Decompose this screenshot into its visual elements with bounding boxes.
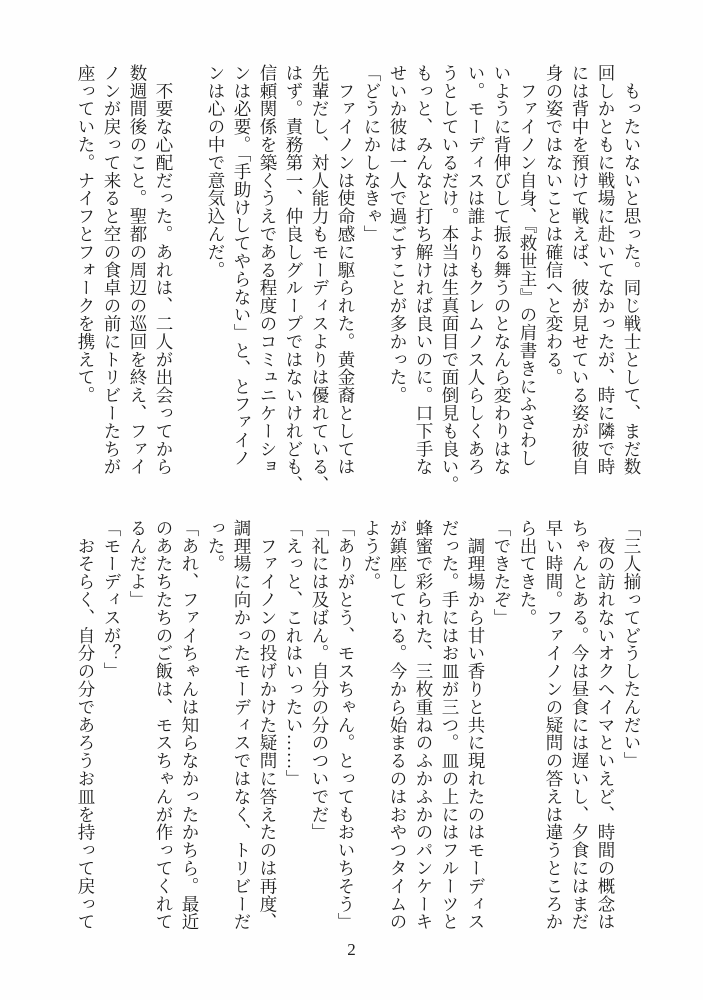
text-line: だった。手にはお皿が三つ。皿の上にはフルーツと — [440, 519, 460, 931]
text-line: 回しかともに戦場に赴いてなかったが、時に隣で時 — [596, 64, 616, 476]
text-line: 調理場から甘い香りと共に現れたのはモーディス — [466, 519, 486, 931]
text-line: ら出てきた。 — [518, 519, 538, 627]
text-line: 蜂蜜で彩られた、三枚重ねのふかふかのパンケーキ — [414, 519, 434, 931]
text-line: 「モーディスが？」 — [102, 519, 122, 681]
text-line: 座っていた。ナイフとフォークを携えて。 — [76, 64, 96, 405]
text-line: 不要な心配だった。あれは、二人が出会ってから — [154, 64, 174, 476]
text-line: もったいないと思った。同じ戦士として、まだ数 — [622, 64, 642, 476]
text-line: せいか彼は一人で過ごすことが多かった。 — [388, 64, 408, 405]
text-line: い。モーディスは誰よりもクレムノス人らしくあろ — [466, 64, 486, 476]
text-line: るんだよ」 — [128, 519, 148, 609]
text-line: った。 — [206, 519, 226, 573]
text-line: 調理場に向かったモーディスではなく、トリビーだ — [232, 519, 252, 931]
text-line: 数週間後のこと。聖都の周辺の巡回を終え、ファイ — [128, 64, 148, 476]
text-line: 身の姿ではないことは確信へと変わる。 — [544, 64, 564, 387]
lower-text-block — [73, 519, 645, 931]
text-line: 信頼関係を築くうえである程度のコミュニケーショ — [258, 64, 278, 476]
page-footer — [0, 940, 703, 960]
text-line: 「できたぞ」 — [492, 519, 512, 627]
text-line: ノンが戻って来ると空の食卓の前にトリビーたちが — [102, 64, 122, 476]
text-line: 早い時間。ファイノンの疑問の答えは違うところか — [544, 519, 564, 931]
text-line: ファイノン自身、『救世主』の肩書きにふさわし — [518, 64, 538, 467]
text-line: 夜の訪れないオクヘイマといえど、時間の概念は — [596, 519, 616, 931]
text-line: が鎮座している。今から始まるのはおやつタイムの — [388, 519, 408, 931]
upper-text-block — [73, 64, 645, 494]
text-line: いように背伸びして振る舞うのとなんら変わりはな — [492, 64, 512, 476]
text-line: もっと、みんなと打ち解ければ良いのに。口下手な — [414, 64, 434, 476]
text-line — [177, 64, 203, 466]
text-line: には背中を預けて戦えば、彼が見せている姿が彼自 — [570, 64, 590, 476]
page-number: 2 — [347, 940, 356, 959]
text-line: ちゃんとある。今は昼食には遅いし、夕食にはまだ — [570, 519, 590, 931]
text-line: 「礼には及ばん。自分の分のついでだ」 — [310, 519, 330, 842]
text-line: 「三人揃ってどうしたんだい」 — [622, 519, 642, 770]
text-line: 「ありがとう、モスちゃん。とってもおいちそう」 — [336, 519, 356, 931]
text-line: うとしているだけ。本当は生真面目で面倒見も良い。 — [440, 64, 460, 494]
text-line: はず。責務第一、仲良しグループではないけれども、 — [284, 64, 304, 494]
text-line: 「どうにかしなきゃ」 — [362, 64, 382, 243]
text-line: ンは心の中で意気込んだ。 — [206, 64, 226, 279]
text-line: 「えっと、これはいったい……」 — [284, 519, 304, 788]
text-line: 「あれ、ファイちゃんは知らなかったかちら。最近 — [180, 519, 200, 931]
text-line: 先輩だし、対人能力もモーディスよりは優れている、 — [310, 64, 330, 494]
text-line: ファイノンの投げかけた疑問に答えたのは再度、 — [258, 519, 278, 931]
text-line: ファイノンは使命感に駆られた。黄金裔としては — [336, 64, 356, 476]
text-line: ンは必要。「手助けしてやらない」と、とファイノ — [232, 64, 252, 467]
text-line: のあたちたちのご飯は、モスちゃんが作ってくれて — [154, 519, 174, 931]
text-line: おそらく、自分の分であろうお皿を持って戻って — [76, 519, 96, 931]
text-line: ようだ。 — [362, 519, 382, 591]
